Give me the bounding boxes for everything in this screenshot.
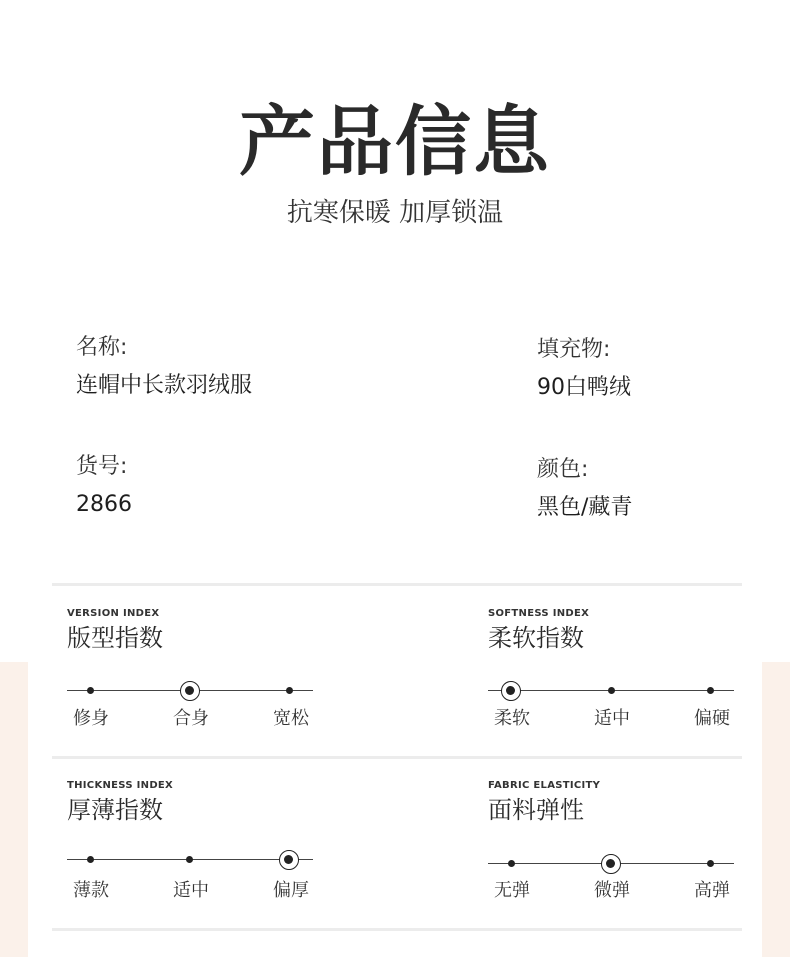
metric-elasticity-opt-3: 高弹 <box>694 880 730 901</box>
metric-softness-opt-1: 柔软 <box>494 708 530 729</box>
metric-version <box>67 607 327 729</box>
name-label: 名称: <box>76 335 128 360</box>
page-title: 产品信息 <box>239 97 551 186</box>
scale-dot-2 <box>608 687 615 694</box>
metric-thickness-en: THICKNESS INDEX <box>67 780 174 791</box>
filling-label: 填充物: <box>537 337 611 362</box>
metric-thickness-zh: 厚薄指数 <box>67 796 163 824</box>
metric-version-en: VERSION INDEX <box>67 608 160 619</box>
scale-dot-1 <box>508 860 515 867</box>
scale-dot-1 <box>87 856 94 863</box>
divider-top <box>52 583 742 586</box>
metric-elasticity-scale <box>488 853 734 875</box>
info-filling <box>537 335 631 403</box>
scale-dot-2-selected <box>601 854 621 874</box>
metric-elasticity <box>488 779 748 901</box>
info-color <box>537 455 632 523</box>
metric-elasticity-en: FABRIC ELASTICITY <box>488 780 601 791</box>
color-label: 颜色: <box>537 457 589 482</box>
metric-thickness-opt-1: 薄款 <box>73 880 109 901</box>
scale-dot-2-selected <box>180 681 200 701</box>
metric-thickness-opt-3: 偏厚 <box>273 880 309 901</box>
metric-thickness <box>67 779 327 901</box>
metric-softness-opt-3: 偏硬 <box>694 708 730 729</box>
metric-elasticity-opt-2: 微弹 <box>594 880 630 901</box>
info-sku <box>76 452 132 520</box>
metric-version-scale <box>67 680 313 702</box>
metric-softness-zh: 柔软指数 <box>488 624 584 652</box>
info-name <box>76 333 252 401</box>
metric-version-opt-2: 合身 <box>173 708 209 729</box>
metric-thickness-opt-2: 适中 <box>173 880 209 901</box>
scale-dot-3 <box>286 687 293 694</box>
metric-elasticity-zh: 面料弹性 <box>488 796 584 824</box>
scale-dot-3 <box>707 860 714 867</box>
page-subtitle: 抗寒保暖 加厚锁温 <box>286 198 504 228</box>
metric-version-opt-1: 修身 <box>73 708 109 729</box>
scale-dot-3 <box>707 687 714 694</box>
metric-softness-opt-2: 适中 <box>594 708 630 729</box>
scale-dot-2 <box>186 856 193 863</box>
metric-softness <box>488 607 748 729</box>
scale-dot-3-selected <box>279 850 299 870</box>
metric-softness-en: SOFTNESS INDEX <box>488 608 590 619</box>
sku-label: 货号: <box>76 454 128 479</box>
metric-softness-scale <box>488 680 734 702</box>
filling-value: 90白鸭绒 <box>537 375 631 400</box>
scale-dot-1-selected <box>501 681 521 701</box>
left-decor-strip <box>0 662 28 957</box>
metric-version-opt-3: 宽松 <box>273 708 309 729</box>
metric-thickness-scale <box>67 849 313 871</box>
metric-elasticity-opt-1: 无弹 <box>494 880 530 901</box>
color-value: 黑色/藏青 <box>537 495 633 520</box>
divider-middle <box>52 756 742 759</box>
divider-bottom <box>52 928 742 931</box>
scale-dot-1 <box>87 687 94 694</box>
metric-version-zh: 版型指数 <box>67 624 163 652</box>
sku-value: 2866 <box>76 492 132 517</box>
name-value: 连帽中长款羽绒服 <box>76 373 253 398</box>
right-decor-strip <box>762 662 790 957</box>
